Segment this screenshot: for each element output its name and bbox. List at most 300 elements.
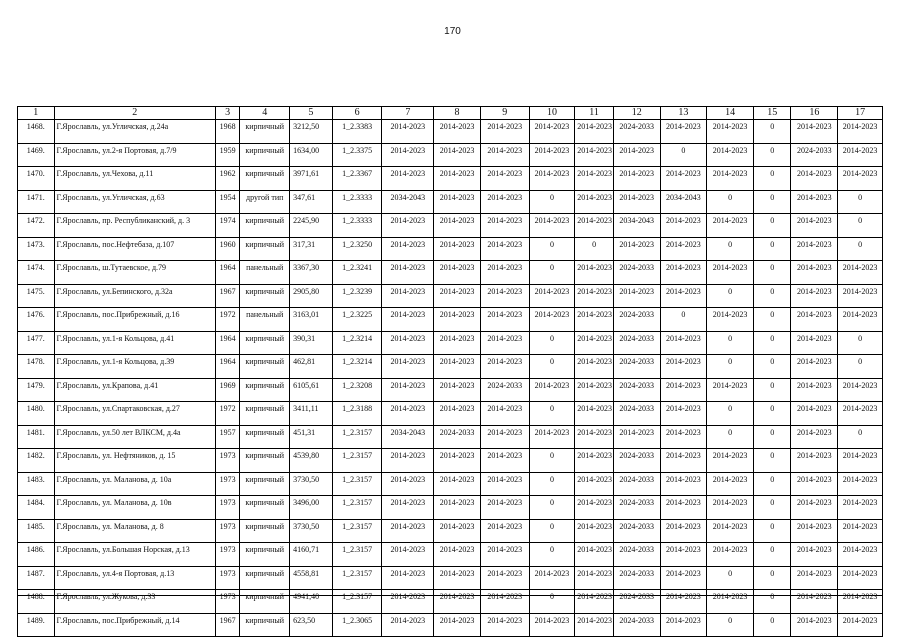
table-cell: кирпичный: [240, 543, 290, 567]
table-cell: 2014-2023: [575, 143, 614, 167]
table-cell: 3971,61: [290, 167, 333, 191]
table-cell: 2014-2023: [575, 355, 614, 379]
column-header: 16: [791, 107, 838, 120]
table-cell: 1964: [215, 331, 239, 355]
address-cell: Г.Ярославль, ул.1-я Кольцова, д.39: [54, 355, 215, 379]
table-cell: 2014-2023: [434, 261, 481, 285]
table-cell: 2014-2023: [529, 425, 575, 449]
table-row: [18, 190, 883, 214]
table-cell: 2014-2023: [575, 590, 614, 614]
table-cell: 2014-2023: [838, 143, 883, 167]
table-cell: 0: [753, 167, 791, 191]
table-cell: 2014-2023: [660, 284, 707, 308]
table-cell: 2014-2023: [575, 261, 614, 285]
table-cell: 1471.: [18, 190, 55, 214]
table-cell: 2014-2023: [660, 167, 707, 191]
table-cell: 2014-2023: [660, 613, 707, 637]
table-row: [18, 402, 883, 426]
table-cell: 1960: [215, 237, 239, 261]
table-cell: 1470.: [18, 167, 55, 191]
column-header: 7: [382, 107, 434, 120]
address-cell: Г.Ярославль, ул.50 лет ВЛКСМ, д.4а: [54, 425, 215, 449]
table-cell: 3730,50: [290, 472, 333, 496]
table-cell: 2014-2023: [480, 331, 529, 355]
table-cell: 2014-2023: [529, 613, 575, 637]
table-cell: 0: [753, 449, 791, 473]
table-cell: 2014-2023: [434, 613, 481, 637]
address-cell: Г.Ярославль, пос.Прибрежный, д.16: [54, 308, 215, 332]
table-cell: 2014-2023: [480, 496, 529, 520]
table-row: [18, 355, 883, 379]
table-cell: 1964: [215, 261, 239, 285]
table-cell: 0: [753, 496, 791, 520]
table-cell: 1_2.3214: [332, 355, 382, 379]
table-cell: 2014-2023: [707, 143, 754, 167]
column-header: 15: [753, 107, 791, 120]
table-row: [18, 308, 883, 332]
table-cell: 1957: [215, 425, 239, 449]
table-cell: 2014-2023: [838, 472, 883, 496]
column-header: 11: [575, 107, 614, 120]
address-cell: Г.Ярославль, ул.2-я Портовая, д.7/9: [54, 143, 215, 167]
table-cell: 2014-2023: [575, 167, 614, 191]
table-cell: 4558,81: [290, 566, 333, 590]
table-cell: кирпичный: [240, 355, 290, 379]
table-cell: 0: [707, 237, 754, 261]
table-cell: 0: [753, 237, 791, 261]
table-cell: 2014-2023: [575, 308, 614, 332]
table-cell: 0: [707, 425, 754, 449]
table-cell: 1_2.3157: [332, 472, 382, 496]
table-cell: 1_2.3241: [332, 261, 382, 285]
table-cell: 2014-2023: [480, 543, 529, 567]
table-cell: 2014-2023: [791, 402, 838, 426]
table-cell: 1634,00: [290, 143, 333, 167]
table-cell: 0: [529, 519, 575, 543]
table-row: [18, 120, 883, 144]
table-cell: 0: [707, 613, 754, 637]
table-cell: 0: [753, 214, 791, 238]
table-cell: кирпичный: [240, 237, 290, 261]
table-cell: 2014-2023: [791, 331, 838, 355]
table-cell: 390,31: [290, 331, 333, 355]
table-cell: кирпичный: [240, 167, 290, 191]
table-cell: 0: [529, 472, 575, 496]
table-row: [18, 378, 883, 402]
table-cell: 2014-2023: [575, 613, 614, 637]
table-cell: 1_2.3157: [332, 425, 382, 449]
table-cell: 1489.: [18, 613, 55, 637]
table-cell: 0: [529, 331, 575, 355]
table-cell: панельный: [240, 261, 290, 285]
address-cell: Г.Ярославль, ул. Маланова, д. 8: [54, 519, 215, 543]
table-cell: 2014-2023: [838, 449, 883, 473]
table-cell: 1954: [215, 190, 239, 214]
table-cell: кирпичный: [240, 566, 290, 590]
table-cell: 2014-2023: [480, 261, 529, 285]
table-body: [18, 120, 883, 637]
table-cell: 2014-2023: [575, 378, 614, 402]
data-table: [17, 106, 883, 637]
address-cell: Г.Ярославль, ул.Спартаковская, д.27: [54, 402, 215, 426]
table-cell: 2014-2023: [434, 566, 481, 590]
table-cell: 0: [838, 355, 883, 379]
table-cell: 2014-2023: [480, 120, 529, 144]
table-cell: 2024-2033: [434, 425, 481, 449]
table-row: [18, 613, 883, 637]
table-cell: 3212,50: [290, 120, 333, 144]
table-cell: кирпичный: [240, 590, 290, 614]
table-cell: 0: [529, 355, 575, 379]
table-cell: кирпичный: [240, 449, 290, 473]
table-row: [18, 472, 883, 496]
table-cell: 1_2.3157: [332, 449, 382, 473]
table-cell: 1964: [215, 355, 239, 379]
address-cell: Г.Ярославль, пр. Республиканский, д. 3: [54, 214, 215, 238]
table-cell: 0: [838, 190, 883, 214]
table-cell: 1967: [215, 284, 239, 308]
table-cell: 1_2.3250: [332, 237, 382, 261]
table-cell: 2014-2023: [838, 543, 883, 567]
table-cell: 2014-2023: [529, 214, 575, 238]
table-cell: 0: [753, 120, 791, 144]
table-cell: кирпичный: [240, 613, 290, 637]
table-row: [18, 261, 883, 285]
table-cell: 2014-2023: [613, 143, 660, 167]
table-cell: 2014-2023: [382, 261, 434, 285]
table-row: [18, 237, 883, 261]
table-cell: 2014-2023: [382, 566, 434, 590]
table-cell: 2014-2023: [791, 120, 838, 144]
table-cell: 2014-2023: [434, 284, 481, 308]
table-cell: 1476.: [18, 308, 55, 332]
table-cell: 2014-2023: [660, 496, 707, 520]
table-cell: 2014-2023: [434, 355, 481, 379]
table-row: [18, 519, 883, 543]
table-cell: 2034-2043: [613, 214, 660, 238]
table-cell: 0: [753, 543, 791, 567]
table-cell: 2014-2023: [660, 120, 707, 144]
table-cell: 2014-2023: [707, 167, 754, 191]
address-cell: Г.Ярославль, ул. Маланова, д. 10а: [54, 472, 215, 496]
table-cell: 2014-2023: [707, 214, 754, 238]
table-cell: 1_2.3383: [332, 120, 382, 144]
table-cell: 2014-2023: [660, 519, 707, 543]
table-cell: 2014-2023: [838, 308, 883, 332]
table-cell: 2014-2023: [575, 284, 614, 308]
table-cell: 1974: [215, 214, 239, 238]
table-cell: 2024-2033: [613, 308, 660, 332]
table-cell: 2024-2033: [613, 472, 660, 496]
table-cell: 2014-2023: [382, 331, 434, 355]
table-row: [18, 425, 883, 449]
table-cell: кирпичный: [240, 284, 290, 308]
table-row: [18, 543, 883, 567]
table-row: [18, 214, 883, 238]
table-cell: 1480.: [18, 402, 55, 426]
table-cell: 2014-2023: [382, 355, 434, 379]
table-cell: 2014-2023: [382, 519, 434, 543]
table-cell: 2014-2023: [660, 214, 707, 238]
table-cell: 2014-2023: [707, 120, 754, 144]
table-cell: 1_2.3225: [332, 308, 382, 332]
table-cell: 1_2.3157: [332, 496, 382, 520]
table-cell: 2014-2023: [434, 402, 481, 426]
table-cell: 2014-2023: [791, 496, 838, 520]
table-cell: 2014-2023: [791, 284, 838, 308]
table-cell: 2014-2023: [529, 167, 575, 191]
table-cell: 2014-2023: [660, 331, 707, 355]
table-cell: 0: [529, 261, 575, 285]
page-number: 170: [444, 26, 461, 37]
table-cell: 2014-2023: [660, 355, 707, 379]
table-cell: 2014-2023: [707, 378, 754, 402]
table-cell: 1477.: [18, 331, 55, 355]
table-cell: 0: [529, 237, 575, 261]
table-cell: 2014-2023: [382, 214, 434, 238]
table-cell: 2024-2033: [613, 519, 660, 543]
table-cell: 2014-2023: [838, 402, 883, 426]
table-cell: 2024-2033: [613, 261, 660, 285]
table-cell: 2014-2023: [434, 378, 481, 402]
table-cell: 2014-2023: [575, 449, 614, 473]
table-cell: 2014-2023: [382, 613, 434, 637]
table-cell: 2014-2023: [480, 425, 529, 449]
table-cell: 1962: [215, 167, 239, 191]
table-cell: 451,31: [290, 425, 333, 449]
table-cell: 0: [838, 214, 883, 238]
table-cell: 0: [753, 472, 791, 496]
table-cell: 0: [753, 284, 791, 308]
column-header: 9: [480, 107, 529, 120]
table-cell: 2014-2023: [434, 190, 481, 214]
table-cell: 1972: [215, 402, 239, 426]
table-cell: 2014-2023: [434, 519, 481, 543]
table-cell: 2014-2023: [791, 590, 838, 614]
table-cell: 2014-2023: [382, 378, 434, 402]
table-cell: 2014-2023: [791, 378, 838, 402]
table-cell: 1_2.3333: [332, 190, 382, 214]
header-row: [18, 107, 883, 120]
table-cell: 2014-2023: [613, 190, 660, 214]
table-cell: 2014-2023: [613, 167, 660, 191]
table-cell: 3163,01: [290, 308, 333, 332]
table-cell: 0: [753, 261, 791, 285]
table-cell: 2014-2023: [660, 261, 707, 285]
table-cell: кирпичный: [240, 214, 290, 238]
table-cell: 4941,40: [290, 590, 333, 614]
table-cell: 2014-2023: [434, 120, 481, 144]
table-cell: 2014-2023: [575, 214, 614, 238]
table-cell: 0: [753, 378, 791, 402]
table-cell: 1469.: [18, 143, 55, 167]
table-row: [18, 331, 883, 355]
table-cell: 2014-2023: [613, 284, 660, 308]
table-cell: 2014-2023: [838, 519, 883, 543]
table-cell: 0: [707, 355, 754, 379]
table-row: [18, 590, 883, 614]
table-cell: 2014-2023: [434, 214, 481, 238]
table-cell: 1_2.3065: [332, 613, 382, 637]
column-header: 8: [434, 107, 481, 120]
table-cell: 0: [753, 190, 791, 214]
table-cell: 2014-2023: [434, 143, 481, 167]
table-cell: 0: [707, 566, 754, 590]
table-cell: 2014-2023: [480, 566, 529, 590]
table-cell: 2014-2023: [660, 590, 707, 614]
table-cell: 0: [753, 143, 791, 167]
table-cell: 2024-2033: [791, 143, 838, 167]
table-cell: 2014-2023: [382, 237, 434, 261]
address-cell: Г.Ярославль, ул.4-я Портовая, д.13: [54, 566, 215, 590]
table-cell: 1_2.3239: [332, 284, 382, 308]
table-cell: 2014-2023: [434, 331, 481, 355]
table-cell: 0: [753, 519, 791, 543]
table-cell: 2014-2023: [575, 496, 614, 520]
address-cell: Г.Ярославль, ул. Нефтяников, д. 15: [54, 449, 215, 473]
table-cell: 2014-2023: [529, 143, 575, 167]
table-cell: 2014-2023: [480, 190, 529, 214]
table-cell: 2014-2023: [791, 566, 838, 590]
table-cell: 0: [753, 613, 791, 637]
table-cell: 0: [753, 355, 791, 379]
table-cell: 2014-2023: [660, 378, 707, 402]
table-cell: 2014-2023: [382, 143, 434, 167]
table-cell: 2014-2023: [707, 519, 754, 543]
table-cell: 0: [753, 590, 791, 614]
table-cell: 2014-2023: [382, 590, 434, 614]
table-cell: 2014-2023: [480, 449, 529, 473]
table-cell: 2014-2023: [480, 214, 529, 238]
table-cell: 0: [707, 284, 754, 308]
table-cell: 6105,61: [290, 378, 333, 402]
table-cell: 2014-2023: [660, 402, 707, 426]
table-cell: 2014-2023: [707, 543, 754, 567]
table-cell: 2014-2023: [838, 378, 883, 402]
table-cell: 2014-2023: [707, 261, 754, 285]
table-cell: 2024-2033: [480, 378, 529, 402]
table-cell: 1479.: [18, 378, 55, 402]
table-cell: 2014-2023: [480, 355, 529, 379]
table-cell: 0: [753, 308, 791, 332]
table-cell: 0: [529, 449, 575, 473]
table-cell: 2014-2023: [791, 261, 838, 285]
table-cell: 1972: [215, 308, 239, 332]
table-cell: 2014-2023: [791, 519, 838, 543]
table-cell: 1_2.3214: [332, 331, 382, 355]
table-cell: 2014-2023: [791, 214, 838, 238]
table-cell: 0: [838, 425, 883, 449]
table-cell: 0: [660, 308, 707, 332]
table-cell: 1468.: [18, 120, 55, 144]
table-cell: 2245,90: [290, 214, 333, 238]
table-cell: 0: [838, 331, 883, 355]
table-cell: 2014-2023: [529, 120, 575, 144]
table-cell: 2014-2023: [434, 237, 481, 261]
table-cell: 2014-2023: [838, 496, 883, 520]
table-cell: 2014-2023: [838, 284, 883, 308]
table-cell: 2014-2023: [791, 237, 838, 261]
table-cell: 2014-2023: [838, 590, 883, 614]
table-cell: 2014-2023: [434, 449, 481, 473]
table-cell: 2014-2023: [707, 308, 754, 332]
table-cell: 2014-2023: [480, 519, 529, 543]
table-cell: 0: [753, 331, 791, 355]
table-cell: кирпичный: [240, 143, 290, 167]
address-cell: Г.Ярославль, ул. Маланова, д. 10в: [54, 496, 215, 520]
table-cell: 1_2.3157: [332, 566, 382, 590]
table-cell: 1482.: [18, 449, 55, 473]
table-cell: кирпичный: [240, 519, 290, 543]
table-cell: 2024-2033: [613, 331, 660, 355]
table-cell: 2024-2033: [613, 355, 660, 379]
table-cell: кирпичный: [240, 120, 290, 144]
table-cell: 1969: [215, 378, 239, 402]
table-cell: 1_2.3157: [332, 519, 382, 543]
table-cell: 0: [707, 331, 754, 355]
table-cell: 1483.: [18, 472, 55, 496]
table-cell: 2014-2023: [791, 425, 838, 449]
table-cell: 3411,11: [290, 402, 333, 426]
table-cell: 0: [529, 190, 575, 214]
table-cell: 2014-2023: [838, 167, 883, 191]
table-cell: 1481.: [18, 425, 55, 449]
table-cell: 2014-2023: [382, 167, 434, 191]
table-cell: 2014-2023: [838, 120, 883, 144]
table-cell: 2014-2023: [791, 543, 838, 567]
table-cell: 2024-2033: [613, 120, 660, 144]
table-cell: 2014-2023: [529, 308, 575, 332]
table-cell: 2024-2033: [613, 449, 660, 473]
table-cell: 1_2.3367: [332, 167, 382, 191]
table-cell: 2024-2033: [613, 496, 660, 520]
address-cell: Г.Ярославль, ул.Крапова, д.41: [54, 378, 215, 402]
table-cell: 0: [753, 402, 791, 426]
table-cell: 2014-2023: [791, 449, 838, 473]
table-cell: 2014-2023: [480, 613, 529, 637]
table-cell: 1973: [215, 519, 239, 543]
table-cell: 0: [660, 143, 707, 167]
table-cell: 2014-2023: [791, 355, 838, 379]
table-cell: 2014-2023: [382, 402, 434, 426]
table-cell: 2014-2023: [575, 519, 614, 543]
table-cell: 0: [529, 496, 575, 520]
column-header: 6: [332, 107, 382, 120]
table-row: [18, 167, 883, 191]
table-cell: 0: [707, 190, 754, 214]
table-cell: 2014-2023: [382, 120, 434, 144]
table-cell: 2034-2043: [660, 190, 707, 214]
table-cell: 3367,30: [290, 261, 333, 285]
table-cell: 1959: [215, 143, 239, 167]
table-cell: 1486.: [18, 543, 55, 567]
table-cell: 2034-2043: [382, 425, 434, 449]
table-cell: 2014-2023: [660, 237, 707, 261]
table-cell: 1473.: [18, 237, 55, 261]
column-header: 13: [660, 107, 707, 120]
table-cell: 2014-2023: [575, 425, 614, 449]
table-cell: 0: [575, 237, 614, 261]
address-cell: Г.Ярославль, пос.Прибрежный, д.14: [54, 613, 215, 637]
table-cell: 2014-2023: [660, 472, 707, 496]
table-cell: 2014-2023: [791, 190, 838, 214]
table-cell: 1487.: [18, 566, 55, 590]
table-cell: 2024-2033: [613, 402, 660, 426]
address-cell: Г.Ярославль, ул.Чехова, д.11: [54, 167, 215, 191]
table-cell: 2014-2023: [838, 261, 883, 285]
table-cell: 2014-2023: [791, 613, 838, 637]
table-cell: 2014-2023: [660, 566, 707, 590]
